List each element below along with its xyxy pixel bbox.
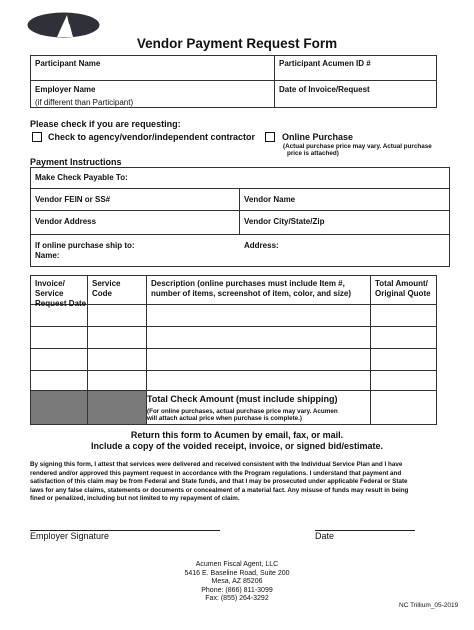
vendor-name-label: Vendor Name: [244, 195, 296, 204]
ship-to-name-label: Name:: [35, 251, 60, 260]
requesting-heading: Please check if you are requesting:: [30, 119, 181, 129]
vendor-fein-label: Vendor FEIN or SS#: [35, 195, 111, 204]
form-id: NC Trillium_05-2019: [399, 602, 459, 609]
shaded-cell: [31, 391, 87, 424]
participant-acumen-id-label: Participant Acumen ID #: [279, 59, 371, 68]
online-purchase-label: Online Purchase: [282, 132, 354, 142]
vendor-city-label: Vendor City/State/Zip: [244, 217, 325, 226]
participant-name-label: Participant Name: [35, 59, 101, 68]
online-purchase-note-1: (Actual purchase price may vary. Actual purchase: [283, 143, 432, 150]
vendor-address-label: Vendor Address: [35, 217, 97, 226]
form-title: Vendor Payment Request Form: [136, 36, 338, 51]
online-purchase-checkbox[interactable]: [265, 132, 275, 142]
acumen-logo: [27, 12, 100, 38]
employer-signature-label: Employer Signature: [30, 531, 110, 541]
shaded-cell: [88, 391, 146, 424]
payment-instructions-heading: Payment Instructions: [30, 157, 122, 167]
agency-check-checkbox[interactable]: [32, 132, 42, 142]
employer-name-label: Employer Name: [35, 85, 96, 94]
make-check-payable-label: Make Check Payable To:: [35, 173, 128, 182]
total-check-note: (For online purchases, actual purchase price may vary. Acumen will attach actual price when purchase is complete.): [147, 408, 338, 422]
company-address: Acumen Fiscal Agent, LLC 5416 E. Baseline Road, Suite 200 Mesa, AZ 85206 Phone: (866) 811-3099 Fax: (855) 264-3292: [184, 561, 290, 603]
agency-check-label: Check to agency/vendor/independent contractor: [48, 132, 256, 142]
col-header-service-code: Service Code: [92, 279, 121, 298]
ship-to-label: If online purchase ship to:: [35, 241, 135, 250]
return-instructions-line2: Include a copy of the voided receipt, invoice, or signed bid/estimate.: [90, 441, 384, 451]
invoice-date-label: Date of Invoice/Request: [279, 85, 370, 94]
col-header-total-amount: Total Amount/ Original Quote: [375, 279, 431, 298]
ship-to-address-label: Address:: [244, 241, 279, 250]
return-instructions-line1: Return this form to Acumen by email, fax, or mail.: [130, 430, 344, 440]
online-purchase-note-2: price is attached): [287, 150, 339, 157]
col-header-description: Description (online purchases must include Item #, number of items, screenshot of item, color, and size): [151, 279, 352, 298]
total-check-amount-label: Total Check Amount (must include shipping): [147, 394, 338, 404]
attestation-text: By signing this form, I attest that services were delivered and received consistent with the Individual Service Plan and I have rendered and/or approved this payment request in accordance with the Program regulations. I understand that payment and satisfaction of this claim may be from Federal and State funds, and that I may be prosecuted under applicable Federal or State laws for any false claims, statements or documents or concealment of a material fact. Any misuse of funds may result in being fined or penalized, including but not limited to my repayment of claim.: [30, 461, 409, 502]
col-header-invoice-date: Invoice/ Service Request Date: [35, 279, 87, 308]
employer-name-note: (if different than Participant): [35, 98, 134, 107]
date-label: Date: [315, 531, 335, 541]
